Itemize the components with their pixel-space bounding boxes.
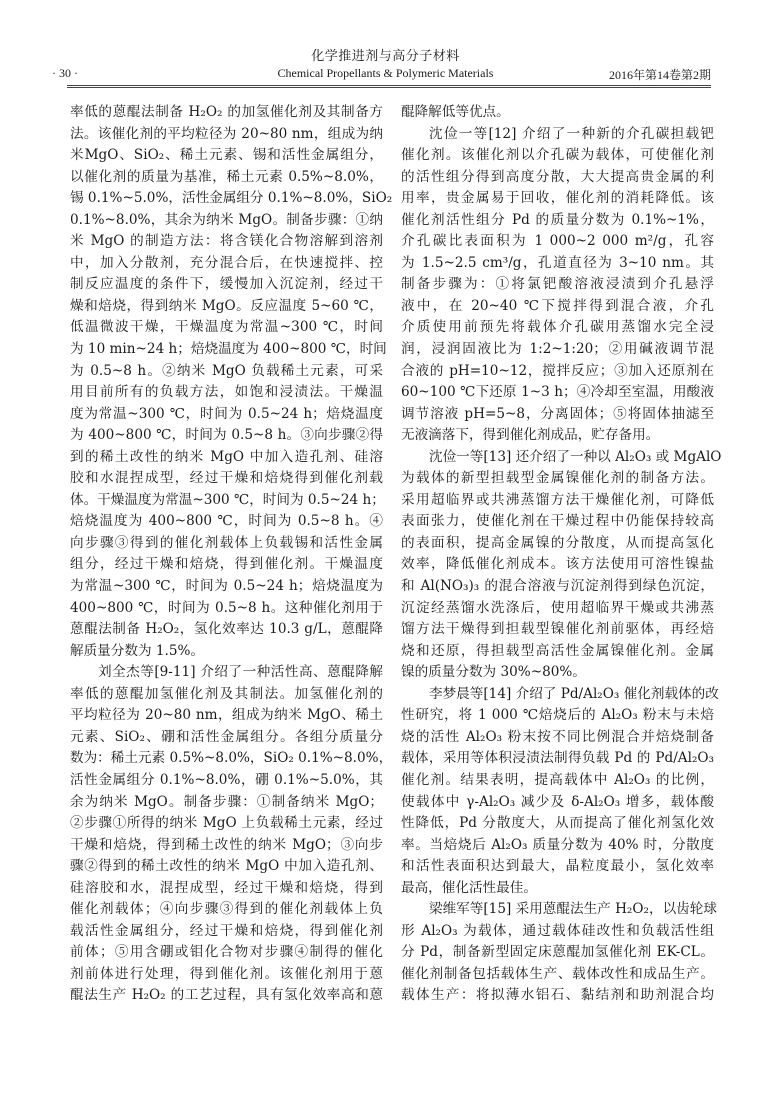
- journal-title-cn: 化学推进剂与高分子材料: [311, 49, 460, 64]
- text-line: 催化剂载体；④向步骤③得到的催化剂载体上负: [70, 901, 383, 918]
- text-line: 镍的质量分数为 30%~80%。: [401, 664, 586, 681]
- header-rule: [67, 85, 711, 88]
- text-line: 的表面积，提高金属镍的分散度，从而提高氢化: [401, 534, 714, 551]
- text-line: 液中，在 20~40 ℃下搅拌得到混合液，介孔: [401, 297, 714, 314]
- paragraph-start-line: 李梦晨等[14] 介绍了 Pd/Al₂O₃ 催化剂载体的改: [429, 685, 719, 702]
- text-line: 表面张力，使催化剂在干燥过程中仍能保持较高: [401, 513, 714, 530]
- text-line: 采用超临界或共沸蒸馏方法干燥催化剂，可降低: [401, 491, 714, 508]
- text-line: 法。该催化剂的平均粒径为 20~80 nm，组成为纳: [70, 125, 383, 142]
- text-line: 载体生产：将拟薄水铝石、黏结剂和助剂混合均: [401, 987, 714, 1004]
- text-line: 为 1.5~2.5 cm³/g，孔道直径为 3~10 nm。其: [401, 254, 714, 271]
- text-line: 解质量分数为 1.5%。: [70, 642, 205, 659]
- text-line: 催化剂。该催化剂以介孔碳为载体，可使催化剂: [401, 147, 714, 164]
- issue-info: 2016年第14卷第2期: [608, 68, 711, 82]
- text-line: 制反应温度的条件下，缓慢加入沉淀剂，经过干: [70, 276, 383, 293]
- text-line: 醌法生产 H₂O₂ 的工艺过程，具有氢化效率高和蒽: [70, 987, 383, 1004]
- text-line: 胶和水混捏成型，经过干燥和焙烧得到催化剂载: [70, 470, 383, 487]
- paragraph-start-line: 刘全杰等[9-11] 介绍了一种活性高、蒽醌降解: [98, 664, 383, 681]
- text-line: 蒽醌法制备 H₂O₂，氢化效率达 10.3 g/L，蒽醌降: [70, 621, 383, 638]
- text-line: 催化剂制备包括载体生产、载体改性和成品生产。: [401, 965, 714, 982]
- text-line: 烧和还原，得担载型高活性金属镍催化剂。金属: [401, 642, 714, 659]
- text-line: 60~100 ℃下还原 1~3 h；④冷却至室温，用酸液: [401, 384, 714, 401]
- right-text-column: [401, 102, 722, 1007]
- text-line: 催化剂。结果表明，提高载体中 Al₂O₃ 的比例，: [401, 771, 714, 788]
- text-line: 率低的蒽醌加氢催化剂及其制法。加氢催化剂的: [70, 685, 383, 702]
- paragraph-start-line: 梁维军等[15] 采用蒽醌法生产 H₂O₂，以齿轮球: [429, 901, 717, 918]
- text-line: 和 Al(NO₃)₃ 的混合溶液与沉淀剂得到绿色沉淀，: [401, 578, 714, 595]
- text-line: 组分，经过干燥和焙烧，得到催化剂。干燥温度: [70, 556, 383, 573]
- text-line: 载活性金属组分，经过干燥和焙烧，得到催化剂: [70, 922, 383, 939]
- text-line: 数为：稀土元素 0.5%~8.0%，SiO₂ 0.1%~8.0%，: [70, 750, 393, 767]
- text-line: 元素、SiO₂、硼和活性金属组分。各组分质量分: [70, 728, 383, 745]
- text-line: 分 Pd，制备新型固定床蒽醌加氢催化剂 EK-CL。: [401, 944, 714, 961]
- text-line: 平均粒径为 20~80 nm，组成为纳米 MgO、稀土: [70, 707, 383, 724]
- text-line: 为 10 min~24 h；焙烧温度为 400~800 ℃，时间: [70, 341, 387, 358]
- text-line: 以催化剂的质量为基准，稀土元素 0.5%~8.0%，: [70, 168, 383, 185]
- text-line: 率低的蒽醌法制备 H₂O₂ 的加氢催化剂及其制备方: [70, 104, 383, 120]
- text-line: 余为纳米 MgO。制备步骤：①制备纳米 MgO；: [70, 793, 383, 810]
- text-line: 使载体中 γ-Al₂O₃ 减少及 δ-Al₂O₃ 增多，载体酸: [401, 793, 714, 810]
- text-line: 醌降解低等优点。: [401, 104, 510, 120]
- paragraph-start-line: 沈俭一等[12] 介绍了一种新的介孔碳担载钯: [429, 125, 714, 142]
- page-header: [0, 0, 771, 90]
- text-line: 合液的 pH=10~12，搅拌反应；③加入还原剂在: [401, 362, 714, 379]
- text-line: 米MgO、SiO₂、稀土元素、锡和活性金属组分，: [70, 147, 383, 164]
- text-line: 率。当焙烧后 Al₂O₃ 质量分数为 40% 时，分散度: [401, 836, 714, 853]
- text-line: 馏方法干燥得到担载型镍催化剂前驱体，再经焙: [401, 621, 714, 638]
- text-line: 性研究，将 1 000 ℃焙烧后的 Al₂O₃ 粉末与未焙: [401, 707, 714, 724]
- text-line: 活性金属组分 0.1%~8.0%，硼 0.1%~5.0%，其: [70, 771, 383, 788]
- text-line: 用率，贵金属易于回收，催化剂的消耗降低。该: [401, 190, 714, 207]
- text-line: 焙烧温度为 400~800 ℃，时间为 0.5~8 h。④: [70, 513, 383, 530]
- text-line: 体。干燥温度为常温~300 ℃，时间为 0.5~24 h；: [70, 491, 385, 508]
- text-line: 燥和焙烧，得到纳米 MgO。反应温度 5~60 ℃，: [70, 297, 383, 314]
- left-text-column: [70, 102, 393, 1007]
- text-line: 无液滴落下，得到催化剂成品，贮存备用。: [401, 427, 660, 444]
- text-line: 骤②得到的稀土改性的纳米 MgO 中加入造孔剂、: [70, 858, 383, 875]
- text-line: 到的稀土改性的纳米 MgO 中加入造孔剂、硅溶: [70, 448, 383, 465]
- text-line: 介质使用前预先将载体介孔碳用蒸馏水完全浸: [401, 319, 714, 336]
- text-line: 形 Al₂O₃ 为载体，通过载体硅改性和负载活性组: [401, 922, 714, 939]
- text-line: 干燥和焙烧，得到稀土改性的纳米 MgO；③向步: [70, 836, 383, 853]
- text-line: 润，浸润固液比为 1:2~1:20；②用碱液调节混: [401, 341, 714, 358]
- text-line: 度为常温~300 ℃，时间为 0.5~24 h；焙烧温度: [70, 405, 383, 422]
- text-line: 为 400~800 ℃，时间为 0.5~8 h。③向步骤②得: [70, 427, 383, 444]
- text-line: 前体；⑤用含硼或钼化合物对步骤④制得的催化: [70, 944, 383, 961]
- text-line: 催化剂活性组分 Pd 的质量分数为 0.1%~1%，: [401, 211, 714, 228]
- text-line: 为常温~300 ℃，时间为 0.5~24 h；焙烧温度为: [70, 578, 383, 595]
- text-line: 低温微波干燥，干燥温度为常温~300 ℃，时间: [70, 319, 383, 336]
- text-line: 效率，降低催化剂成本。该方法使用可溶性镍盐: [401, 556, 714, 573]
- text-line: 0.1%~8.0%，其余为纳米 MgO。制备步骤：①纳: [70, 211, 383, 228]
- text-line: 锡 0.1%~5.0%，活性金属组分 0.1%~8.0%，SiO₂: [70, 190, 393, 207]
- text-line: 的活性组分得到高度分散，大大提高贵金属的利: [401, 168, 714, 185]
- text-line: ②步骤①所得的纳米 MgO 上负载稀土元素，经过: [70, 815, 383, 832]
- text-line: 调节溶液 pH=5~8，分离固体；⑤将固体抽滤至: [401, 405, 714, 422]
- text-line: 向步骤③得到的催化剂载体上负载锡和活性金属: [70, 534, 383, 551]
- text-line: 用目前所有的负载方法，如饱和浸渍法。干燥温: [70, 384, 383, 401]
- page-number: · 30 ·: [52, 66, 78, 80]
- text-line: 制备步骤为：①将氯钯酸溶液浸渍到介孔悬浮: [401, 276, 714, 293]
- text-line: 最高，催化活性最佳。: [401, 879, 537, 896]
- text-line: 硅溶胶和水，混捏成型，经过干燥和焙烧，得到: [70, 879, 383, 896]
- text-line: 和活性表面积达到最大，晶粒度最小，氢化效率: [401, 858, 714, 875]
- text-line: 米 MgO 的制造方法：将含镁化合物溶解到溶剂: [70, 233, 383, 250]
- text-line: 烧的活性 Al₂O₃ 粉末按不同比例混合并焙烧制备: [401, 728, 714, 745]
- journal-title-en: Chemical Propellants & Polymeric Materials: [277, 66, 494, 80]
- text-line: 为载体的新型担载型金属镍催化剂的制备方法。: [401, 470, 714, 487]
- text-line: 中，加入分散剂，充分混合后，在快速搅拌、控: [70, 254, 383, 271]
- paragraph-start-line: 沈俭一等[13] 还介绍了一种以 Al₂O₃ 或 MgAlO: [429, 448, 722, 465]
- text-line: 介孔碳比表面积为 1 000~2 000 m²/g，孔容: [401, 233, 714, 250]
- text-line: 剂前体进行处理，得到催化剂。该催化剂用于蒽: [70, 965, 383, 982]
- text-line: 性降低，Pd 分散度大，从而提高了催化剂氢化效: [401, 815, 714, 832]
- text-line: 为 0.5~8 h。②纳米 MgO 负载稀土元素，可采: [70, 362, 383, 379]
- text-line: 400~800 ℃，时间为 0.5~8 h。这种催化剂用于: [70, 599, 383, 616]
- text-line: 载体，采用等体积浸渍法制得负载 Pd 的 Pd/Al₂O₃: [401, 750, 714, 767]
- text-line: 沉淀经蒸馏水洗涤后，使用超临界干燥或共沸蒸: [401, 599, 714, 616]
